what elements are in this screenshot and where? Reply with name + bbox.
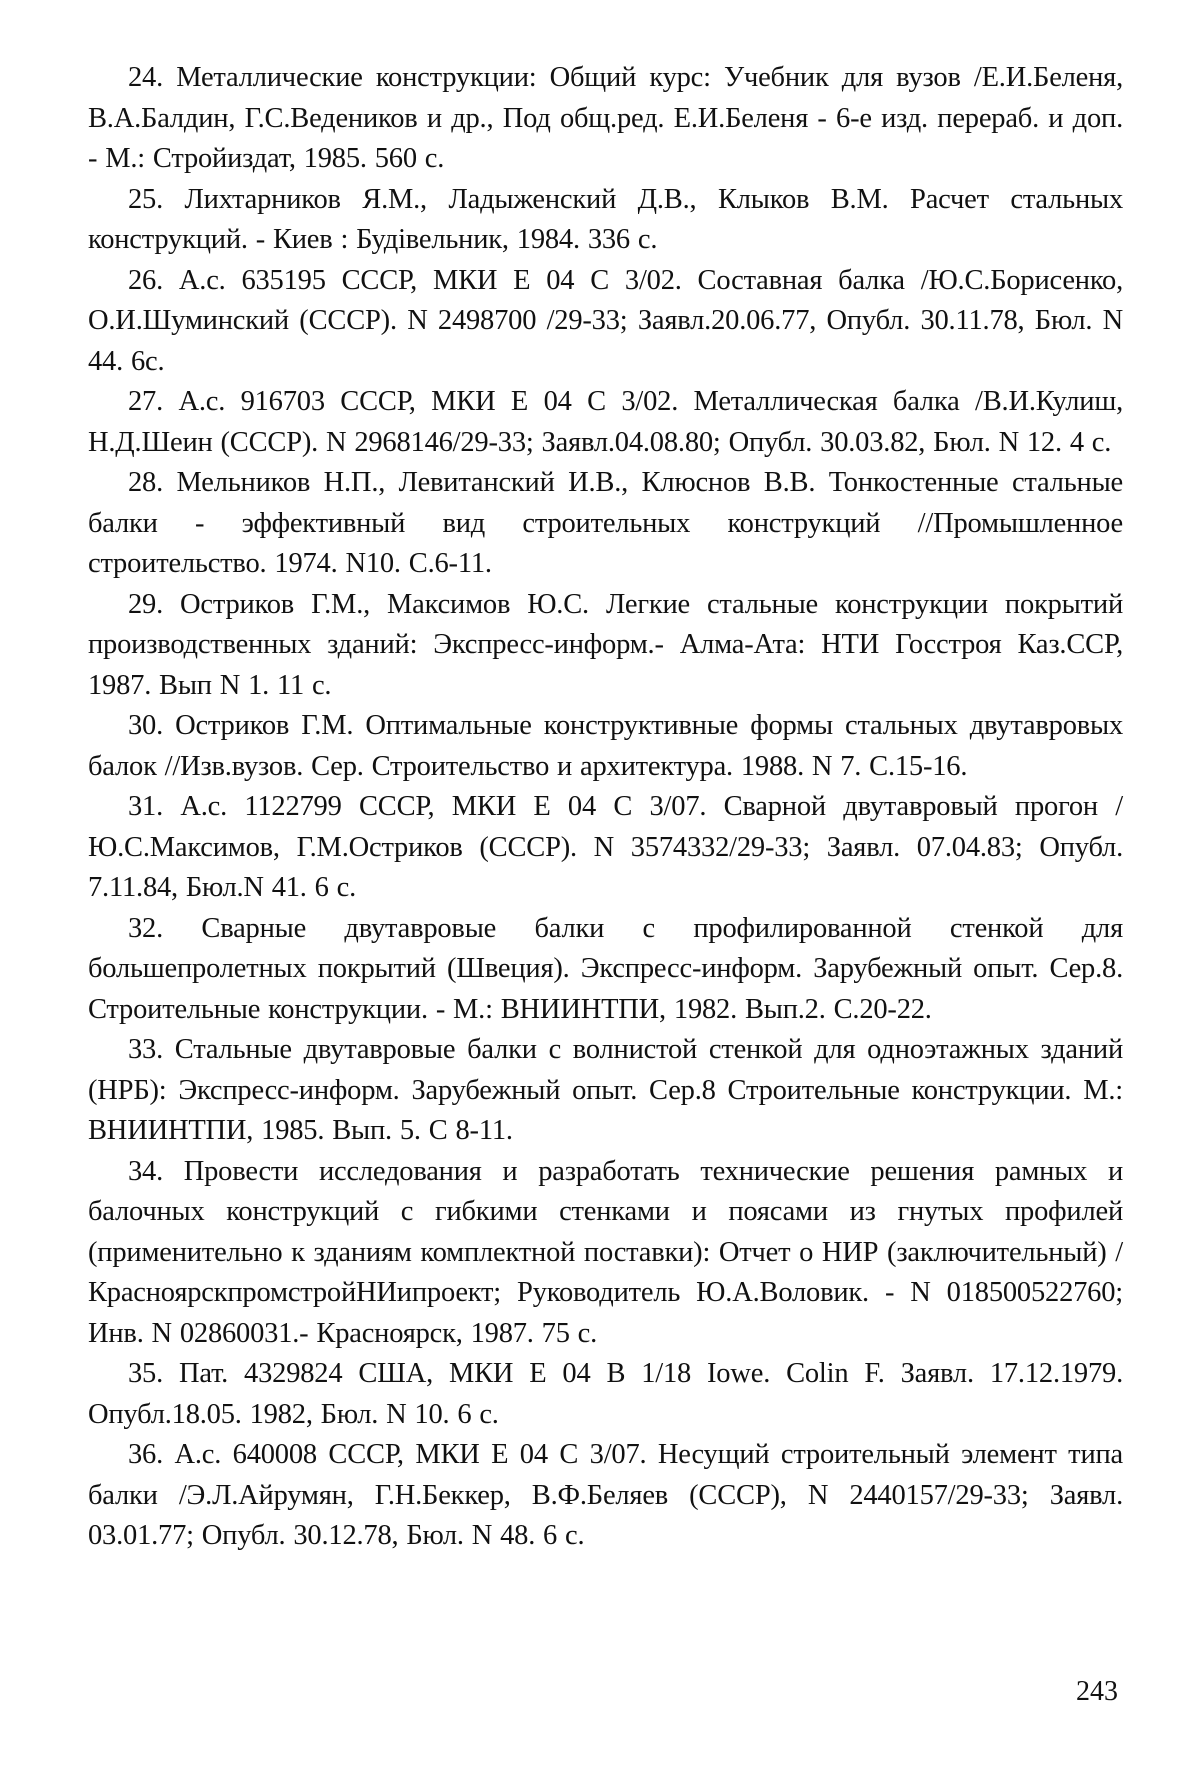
reference-item-34: 34. Провести исследования и разработать технические решения рамных и балочных конструкций с гибкими стенками и поясами из гнутых профилей (применительно к зданиям комплектной поставки): Отчет о НИР (заключительный) /КрасноярскпромстройНИипроект; Руководитель Ю.А.Воловик. - N 018500522760; Инв. N 02860031.- Красноярск, 1987. 75 с. <box>88 1155 1123 1349</box>
reference-list <box>88 58 1123 1557</box>
reference-item-36: 36. А.с. 640008 СССР, МКИ Е 04 С 3/07. Несущий строительный элемент типа балки /Э.Л.Айрумян, Г.Н.Беккер, В.Ф.Беляев (СССР), N 2440157/29-33; Заявл. 03.01.77; Опубл. 30.12.78, Бюл. N 48. 6 с. <box>88 1439 1123 1551</box>
reference-item-27: 27. А.с. 916703 СССР, МКИ Е 04 С 3/02. Металлическая балка /В.И.Кулиш, Н.Д.Шеин (СССР). N 2968146/29-33; Заявл.04.08.80; Опубл. 30.03.82, Бюл. N 12. 4 с. <box>88 386 1123 458</box>
reference-item-26: 26. А.с. 635195 СССР, МКИ Е 04 С 3/02. Составная балка /Ю.С.Борисенко, О.И.Шуминский (СССР). N 2498700 /29-33; Заявл.20.06.77, Опубл. 30.11.78, Бюл. N 44. 6с. <box>88 264 1123 377</box>
reference-item-33: 33. Стальные двутавровые балки с волнистой стенкой для одноэтажных зданий (НРБ): Экспресс-информ. Зарубежный опыт. Сер.8 Строительные конструкции. М.: ВНИИНТПИ, 1985. Вып. 5. С 8-11. <box>88 1034 1123 1146</box>
reference-item-31: 31. А.с. 1122799 СССР, МКИ Е 04 С 3/07. Сварной двутавровый прогон /Ю.С.Максимов, Г.М.Остриков (СССР). N 3574332/29-33; Заявл. 07.04.83; Опубл. 7.11.84, Бюл.N 41. 6 с. <box>88 791 1123 903</box>
reference-item-35: 35. Пат. 4329824 США, МКИ Е 04 В 1/18 Iowe. Colin F. Заявл. 17.12.1979. Опубл.18.05. 1982, Бюл. N 10. 6 с. <box>88 1358 1123 1430</box>
page-number: 243 <box>1076 1676 1118 1707</box>
reference-item-30: 30. Остриков Г.М. Оптимальные конструктивные формы стальных двутавровых балок //Изв.вузов. Сер. Строительство и архитектура. 1988. N 7. С.15-16. <box>88 710 1123 782</box>
reference-item-28: 28. Мельников Н.П., Левитанский И.В., Клюснов В.В. Тонкостенные стальные балки - эффективный вид строительных конструкций //Промышленное строительство. 1974. N10. С.6-11. <box>88 467 1123 579</box>
reference-item-25: 25. Лихтарников Я.М., Ладыженский Д.В., Клыков В.М. Расчет стальных конструкций. - Киев : Будiвельник, 1984. 336 с. <box>88 183 1123 255</box>
reference-item-32: 32. Сварные двутавровые балки с профилированной стенкой для большепролетных покрытий (Швеция). Экспресс-информ. Зарубежный опыт. Сер.8. Строительные конструкции. - М.: ВНИИНТПИ, 1982. Вып.2. С.20-22. <box>88 912 1123 1025</box>
reference-item-29: 29. Остриков Г.М., Максимов Ю.С. Легкие стальные конструкции покрытий производственных зданий: Экспресс-информ.- Алма-Ата: НТИ Госстроя Каз.ССР, 1987. Вып N 1. 11 с. <box>88 588 1123 701</box>
reference-item-24: 24. Металлические конструкции: Общий курс: Учебник для вузов /Е.И.Беленя, В.А.Балдин, Г.С.Ведеников и др., Под общ.ред. Е.И.Беленя - 6-е изд. перераб. и доп. - М.: Стройиздат, 1985. 560 с. <box>88 62 1123 174</box>
